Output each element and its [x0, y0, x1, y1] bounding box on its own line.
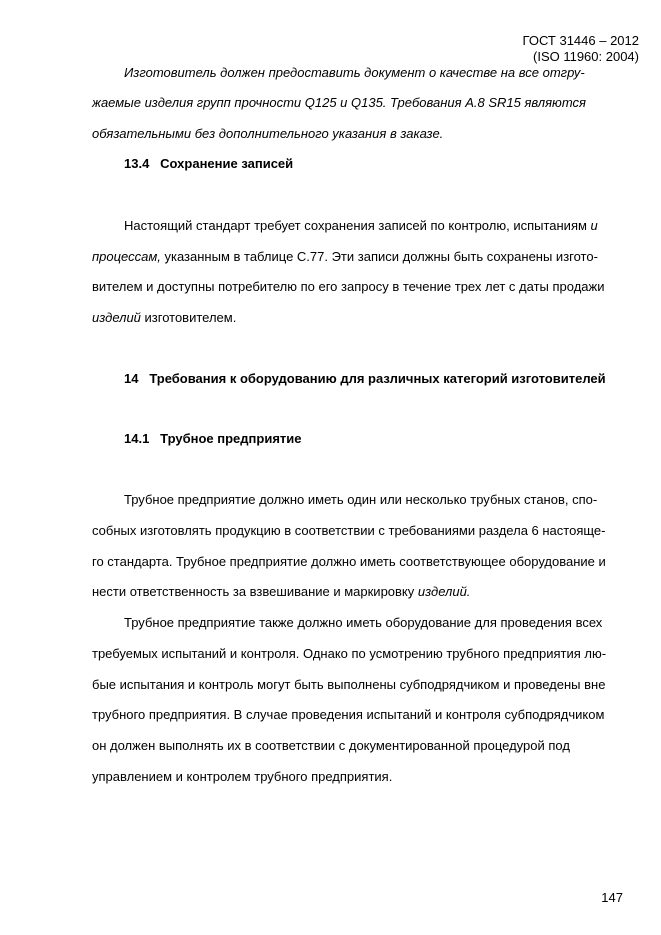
text-run-italic: процессам,	[92, 249, 161, 264]
sec-13-4-line-3: вителем и доступны потребителю по его запросу в течение трех лет с даты продажи	[92, 279, 605, 294]
document-header	[523, 33, 639, 65]
section-number: 14.1	[124, 431, 150, 446]
sec-13-4-line-2	[92, 249, 598, 265]
section-title: Требования к оборудованию для различных категорий изготовителей	[149, 371, 606, 386]
sec-14-1-p2-line-2: требуемых испытаний и контроля. Однако по усмотрению трубного предприятия лю-	[92, 646, 607, 661]
sec-14-1-p1-line-3: го стандарта. Трубное предприятие должно иметь соответствующее оборудование и	[92, 554, 606, 569]
iso-reference: (ISO 11960: 2004)	[533, 49, 639, 64]
section-title: Трубное предприятие	[160, 431, 302, 446]
sec-13-4-line-1	[124, 218, 598, 234]
intro-line-2: жаемые изделия групп прочности Q125 и Q135. Требования A.8 SR15 являются	[92, 95, 586, 110]
sec-14-1-p2-line-1: Трубное предприятие также должно иметь оборудование для проведения всех	[124, 615, 603, 630]
sec-14-1-p1-line-1: Трубное предприятие должно иметь один или несколько трубных станов, спо-	[124, 492, 598, 507]
page-number: 147	[601, 890, 623, 905]
text-run: Настоящий стандарт требует сохранения записей по контролю, испытаниям	[124, 218, 591, 233]
text-run-italic: изделий	[92, 310, 141, 325]
text-run: изготовителем.	[140, 310, 237, 325]
section-14-heading	[124, 371, 606, 387]
sec-14-1-p1-line-2: собных изготовлять продукцию в соответствии с требованиями раздела 6 настояще-	[92, 523, 606, 538]
section-number: 13.4	[124, 156, 150, 171]
sec-14-1-p1-line-4	[92, 584, 470, 600]
intro-line-3: обязательными без дополнительного указания в заказе.	[92, 126, 444, 141]
sec-14-1-p2-line-5: он должен выполнять их в соответствии с документированной процедурой под	[92, 738, 570, 753]
standard-code: ГОСТ 31446 – 2012	[522, 33, 639, 48]
intro-line-1: Изготовитель должен предоставить документ о качестве на все отгру-	[124, 65, 585, 80]
section-14-1-heading	[124, 431, 302, 447]
section-title: Сохранение записей	[160, 156, 294, 171]
sec-13-4-line-4	[92, 310, 236, 326]
section-number: 14	[124, 371, 139, 386]
text-run-italic: изделий.	[417, 584, 471, 599]
sec-14-1-p2-line-6: управлением и контролем трубного предприятия.	[92, 769, 393, 784]
section-13-4-heading	[124, 156, 293, 172]
text-run: нести ответственность за взвешивание и маркировку	[92, 584, 418, 599]
text-run: указанным в таблице С.77. Эти записи должны быть сохранены изгото-	[160, 249, 598, 264]
sec-14-1-p2-line-3: бые испытания и контроль могут быть выполнены субподрядчиком и проведены вне	[92, 677, 606, 692]
sec-14-1-p2-line-4: трубного предприятия. В случае проведения испытаний и контроля субподрядчиком	[92, 707, 605, 722]
text-run-italic: и	[590, 218, 598, 233]
